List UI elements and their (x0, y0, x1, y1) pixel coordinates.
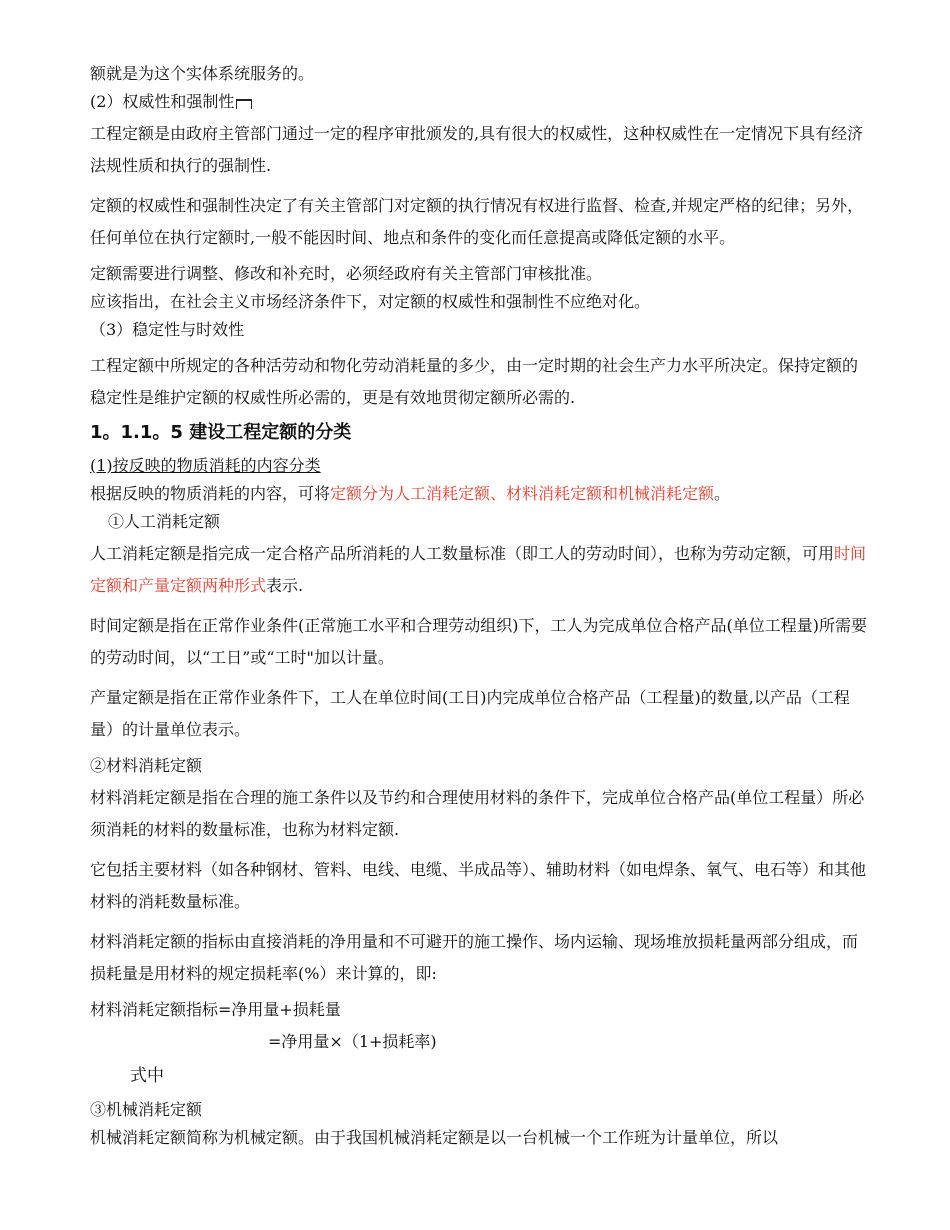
paragraph: 产量定额是指在正常作业条件下，工人在单位时间(工日)内完成单位合格产品（工程量)的数量,以产品（工程量）的计量单位表示。 (90, 688, 850, 739)
paragraph: 材料消耗定额是指在合理的施工条件以及节约和合理使用材料的条件下，完成单位合格产品(单位工程量）所必须消耗的材料的数量标准，也称为材料定额. (90, 788, 865, 839)
edit-mark-icon (236, 99, 252, 109)
subheading: ③机械消耗定额 (90, 1100, 203, 1119)
paragraph: 定额的权威性和强制性决定了有关主管部门对定额的执行情况有权进行监督、检查,并规定严格的纪律；另外，任何单位在执行定额时,一般不能因时间、地点和条件的变化而任意提高或降低定额的水平。 (90, 196, 864, 247)
paragraph: 额就是为这个实体系统服务的。 (90, 64, 315, 83)
highlight-text: 定额分为人工消耗定额、材料消耗定额和机械消耗定额 (330, 484, 715, 503)
subheading: (2）权威性和强制性 (90, 90, 870, 114)
paragraph: 人工消耗定额是指完成一定合格产品所消耗的人工数量标准（即工人的劳动时间），也称为劳动定额，可用时间定额和产量定额两种形式表示. (90, 544, 867, 595)
highlight-text: 时间定额和产量定额两种形式 (90, 544, 867, 595)
formula-line: =净用量×（1+损耗率) (268, 1032, 437, 1051)
subheading: (1)按反映的物质消耗的内容分类 (90, 456, 321, 475)
paragraph: 它包括主要材料（如各种钢材、管料、电线、电缆、半成品等）、辅助材料（如电焊条、氧气、电石等）和其他材料的消耗数量标准。 (90, 860, 867, 911)
subheading: （3）稳定性与时效性 (90, 320, 245, 339)
paragraph: 时间定额是指在正常作业条件(正常施工水平和合理劳动组织)下，工人为完成单位合格产品(单位工程量)所需要的劳动时间，以“工日”或“工时"加以计量。 (90, 616, 867, 667)
paragraph: 材料消耗定额的指标由直接消耗的净用量和不可避开的施工操作、场内运输、现场堆放损耗量两部分组成，而损耗量是用材料的规定损耗率(%）来计算的，即: (90, 932, 859, 983)
subheading: ②材料消耗定额 (90, 756, 203, 775)
formula-note: 式中 (130, 1066, 164, 1086)
subheading: ①人工消耗定额 (108, 512, 221, 531)
paragraph: 工程定额是由政府主管部门通过一定的程序审批颁发的,具有很大的权威性，这种权威性在一定情况下具有经济法规性质和执行的强制性. (90, 124, 864, 175)
document-page (90, 62, 870, 1156)
paragraph: 工程定额中所规定的各种活劳动和物化劳动消耗量的多少，由一定时期的社会生产力水平所决定。保持定额的稳定性是维护定额的权威性所必需的，更是有效地贯彻定额所必需的. (90, 356, 859, 407)
paragraph: 机械消耗定额简称为机械定额。由于我国机械消耗定额是以一台机械一个工作班为计量单位，所以 (90, 1128, 779, 1147)
formula-line: 材料消耗定额指标=净用量+损耗量 (90, 1000, 341, 1019)
section-heading: 1。1.1。5 建设工程定额的分类 (90, 422, 352, 443)
paragraph: 根据反映的物质消耗的内容，可将定额分为人工消耗定额、材料消耗定额和机械消耗定额。 (90, 484, 731, 503)
paragraph: 定额需要进行调整、修改和补充时，必须经政府有关主管部门审核批准。 (90, 264, 603, 283)
paragraph: 应该指出，在社会主义市场经济条件下，对定额的权威性和强制性不应绝对化。 (90, 292, 651, 311)
